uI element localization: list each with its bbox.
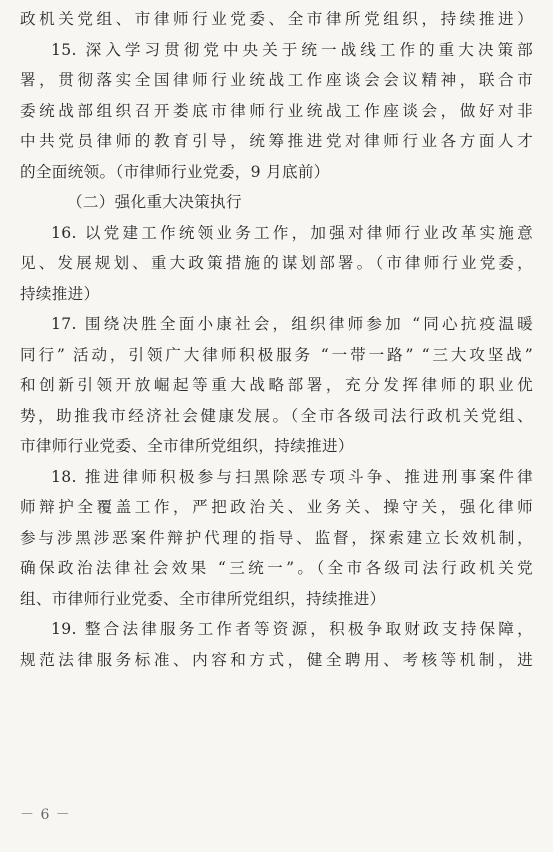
text-line: 持续推进） [20,284,100,303]
paragraph-18-start: 18. 推进律师积极参与扫黑除恶专项斗争、推进刑事案件律 [51,467,533,486]
text-line: 规范法律服务标准、内容和方式，健全聘用、考核等机制，进 [20,650,533,669]
paragraph-19-start: 19. 整合法律服务工作者等资源，积极争取财政支持保障， [51,620,533,638]
text-line: 见、发展规划、重大政策措施的谋划部署。（市律师行业党委， [20,254,533,272]
text-line: 政机关党组、市律师行业党委、全市律所党组织，持续推进） [20,10,533,28]
text-line: 中共党员律师的教育引导，统筹推进党对律师行业各方面人才 [20,132,533,150]
text-line: 委统战部组织召开娄底市律师行业统战工作座谈会，做好对非 [20,101,533,120]
paragraph-17-start: 17. 围绕决胜全面小康社会，组织律师参加 “同心抗疫温暖 [51,315,533,333]
text-line: 势，助推我市经济社会健康发展。（全市各级司法行政机关党组、 [20,406,533,425]
text-line: 组、市律师行业党委、全市律所党组织，持续推进） [20,589,386,608]
text-line: 市律师行业党委、全市律所党组织，持续推进） [20,437,354,455]
text-line: 参与涉黑涉恶案件辩护代理的指导、监督，探索建立长效机制， [20,528,533,547]
text-line: 同行” 活动，引领广大律师积极服务 “一带一路” “三大攻坚战” [20,345,533,364]
paragraph-16-start: 16. 以党建工作统领业务工作，加强对律师行业改革实施意 [51,223,533,242]
text-line: 署，贯彻落实全国律师行业统战工作座谈会会议精神，联合市 [20,71,533,89]
text-line: 和创新引领开放崛起等重大战略部署，充分发挥律师的职业优 [20,376,533,394]
text-line: 师辩护全覆盖工作，严把政治关、业务关、操守关，强化律师 [20,498,533,516]
section-heading: （二）强化重大决策执行 [67,193,242,211]
paragraph-15-start: 15. 深入学习贯彻党中央关于统一战线工作的重大决策部 [51,40,533,59]
text-line: 确保政治法律社会效果 “三统一”。（全市各级司法行政机关党 [20,559,533,577]
text-line: 的全面统领。（市律师行业党委，9 月底前） [20,162,330,181]
page-number: － 6 － [20,807,71,823]
